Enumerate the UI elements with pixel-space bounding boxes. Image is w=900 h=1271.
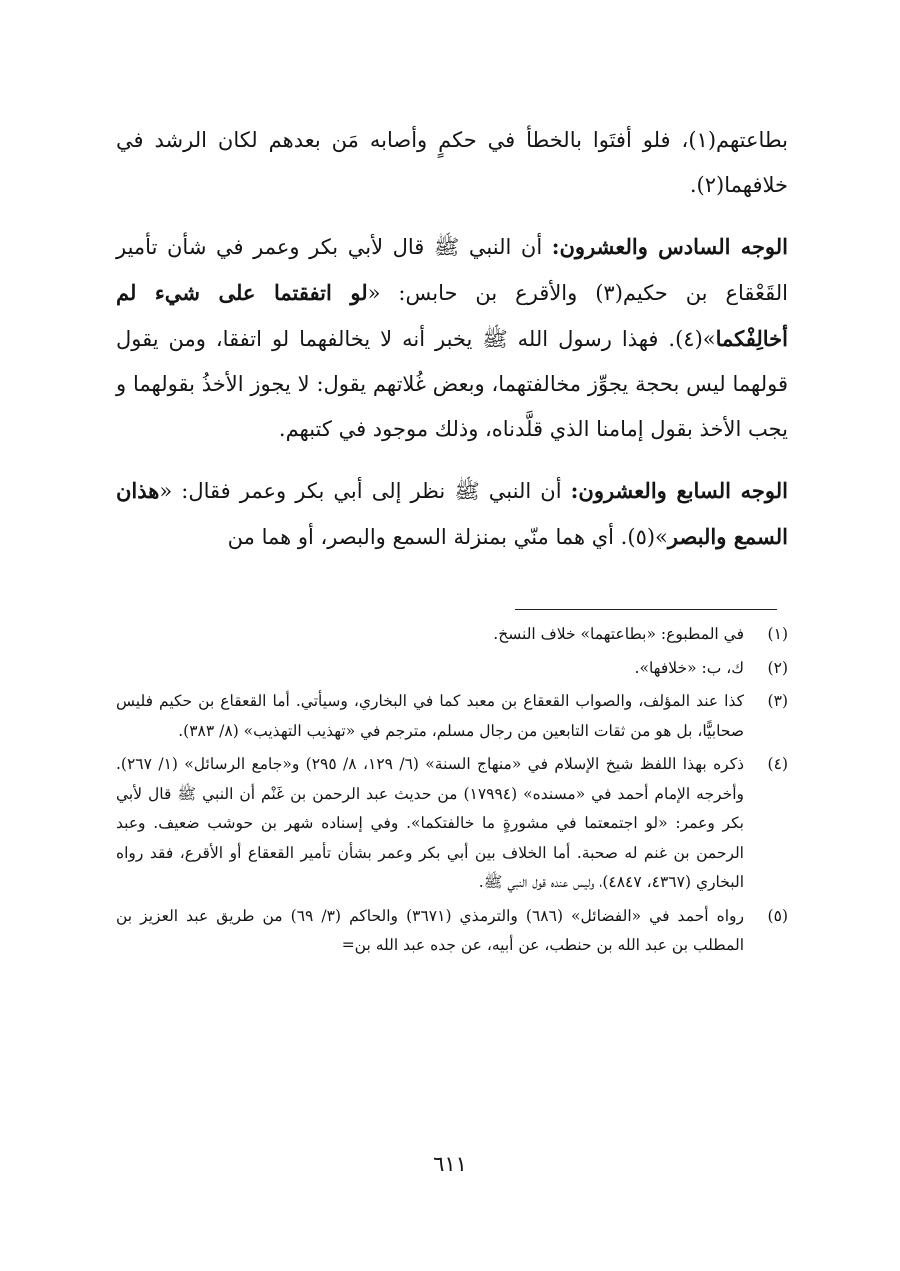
paragraph-3 xyxy=(116,468,788,560)
hadith-quote-27: هذان السمع والبصر xyxy=(116,478,788,549)
page-number: ٦١١ xyxy=(433,1152,467,1176)
footnote xyxy=(116,687,788,746)
paragraph-2 xyxy=(116,224,788,452)
footnotes xyxy=(116,620,788,965)
footnote xyxy=(116,654,788,684)
footnote-number: (١) xyxy=(767,625,788,643)
footnote-number: (٤) xyxy=(767,755,788,773)
paragraph-2-text-a: أن النبي ﷺ قال لأبي بكر وعمر في شأن تأمير القَعْقاع بن حكيم(٣) والأقرع بن حابس: « xyxy=(116,235,788,305)
main-text xyxy=(116,118,788,560)
footnote xyxy=(116,750,788,898)
paragraph-1: بطاعتهم(١)، فلو أفتَوا بالخطأ في حكمٍ وأصابه مَن بعدهم لكان الرشد في خلافهما(٢). xyxy=(116,128,788,197)
footnote-number: (٥) xyxy=(767,906,788,925)
paragraph-2-text-b: »(٤). فهذا رسول الله ﷺ يخبر أنه لا يخالفهما لو اتفقا، ومن يقول قولهما ليس بحجة يجوِّز مخالفتهما، وبعض غُلاتهم يقول: لا يجوز الأخذُ بقولهما و يجب الأخذ بقول إمامنا الذي قلَّدناه، وذلك موجود في كتبهم. xyxy=(116,327,788,441)
footnote xyxy=(116,620,788,650)
footnote-text: في المطبوع: «بطاعتهما» خلاف النسخ. xyxy=(493,625,744,643)
hadith-quote-26: لو اتفقتما على شيء لم أخالِفْكما xyxy=(116,280,788,351)
footnote-number: (٢) xyxy=(767,658,788,677)
footnote-text: رواه أحمد في «الفضائل» (٦٨٦) والترمذي (٣٦٧١) والحاكم (٣/ ٦٩) من طريق عبد العزيز بن المطلب بن عبد الله بن حنطب، عن أبيه، عن جده عبد الله بن= xyxy=(116,906,745,954)
paragraph-3-text-b: »(٥). أي هما منّي بمنزلة السمع والبصر، أو هما من xyxy=(227,525,668,549)
section-heading-27: الوجه السابع والعشرون: xyxy=(570,478,788,503)
footnote-text: ذكره بهذا اللفظ شيخ الإسلام في «منهاج السنة» (٦/ ١٢٩، ٨/ ٢٩٥) و«جامع الرسائل» (١/ ٢٦٧). وأخرجه الإمام أحمد في «مسنده» (١٧٩٩٤) من حديث عبد الرحمن بن غَنْم أن النبي ﷺ قال لأبي بكر وعمر: «لو اجتمعتما في مشورةٍ ما خالفتكما». وفي إسناده شهر بن حوشب ضعيف. وعبد الرحمن بن غنم له صحبة. أما الخلاف بين أبي بكر وعمر بشأن تأمير القعقاع أو الأقرع، فقد رواه البخاري (٤٣٦٧، ٤٨٤٧)، وليس عنده قول النبي ﷺ. xyxy=(116,755,745,891)
footnote-separator xyxy=(515,609,777,610)
section-heading-26: الوجه السادس والعشرون: xyxy=(551,234,789,259)
footnote-text: ك، ب: «خلافها». xyxy=(634,658,744,677)
footnote-text: كذا عند المؤلف، والصواب القعقاع بن معبد كما في البخاري، وسيأتي. أما القعقاع بن حكيم فليس صحابيًّا، بل هو من ثقات التابعين من رجال مسلم، مترجم في «تهذيب التهذيب» (٨/ ٣٨٣). xyxy=(116,692,744,740)
paragraph-3-text-a: أن النبي ﷺ نظر إلى أبي بكر وعمر فقال: « xyxy=(159,479,571,503)
footnote xyxy=(116,902,788,961)
footnote-number: (٣) xyxy=(767,692,788,710)
